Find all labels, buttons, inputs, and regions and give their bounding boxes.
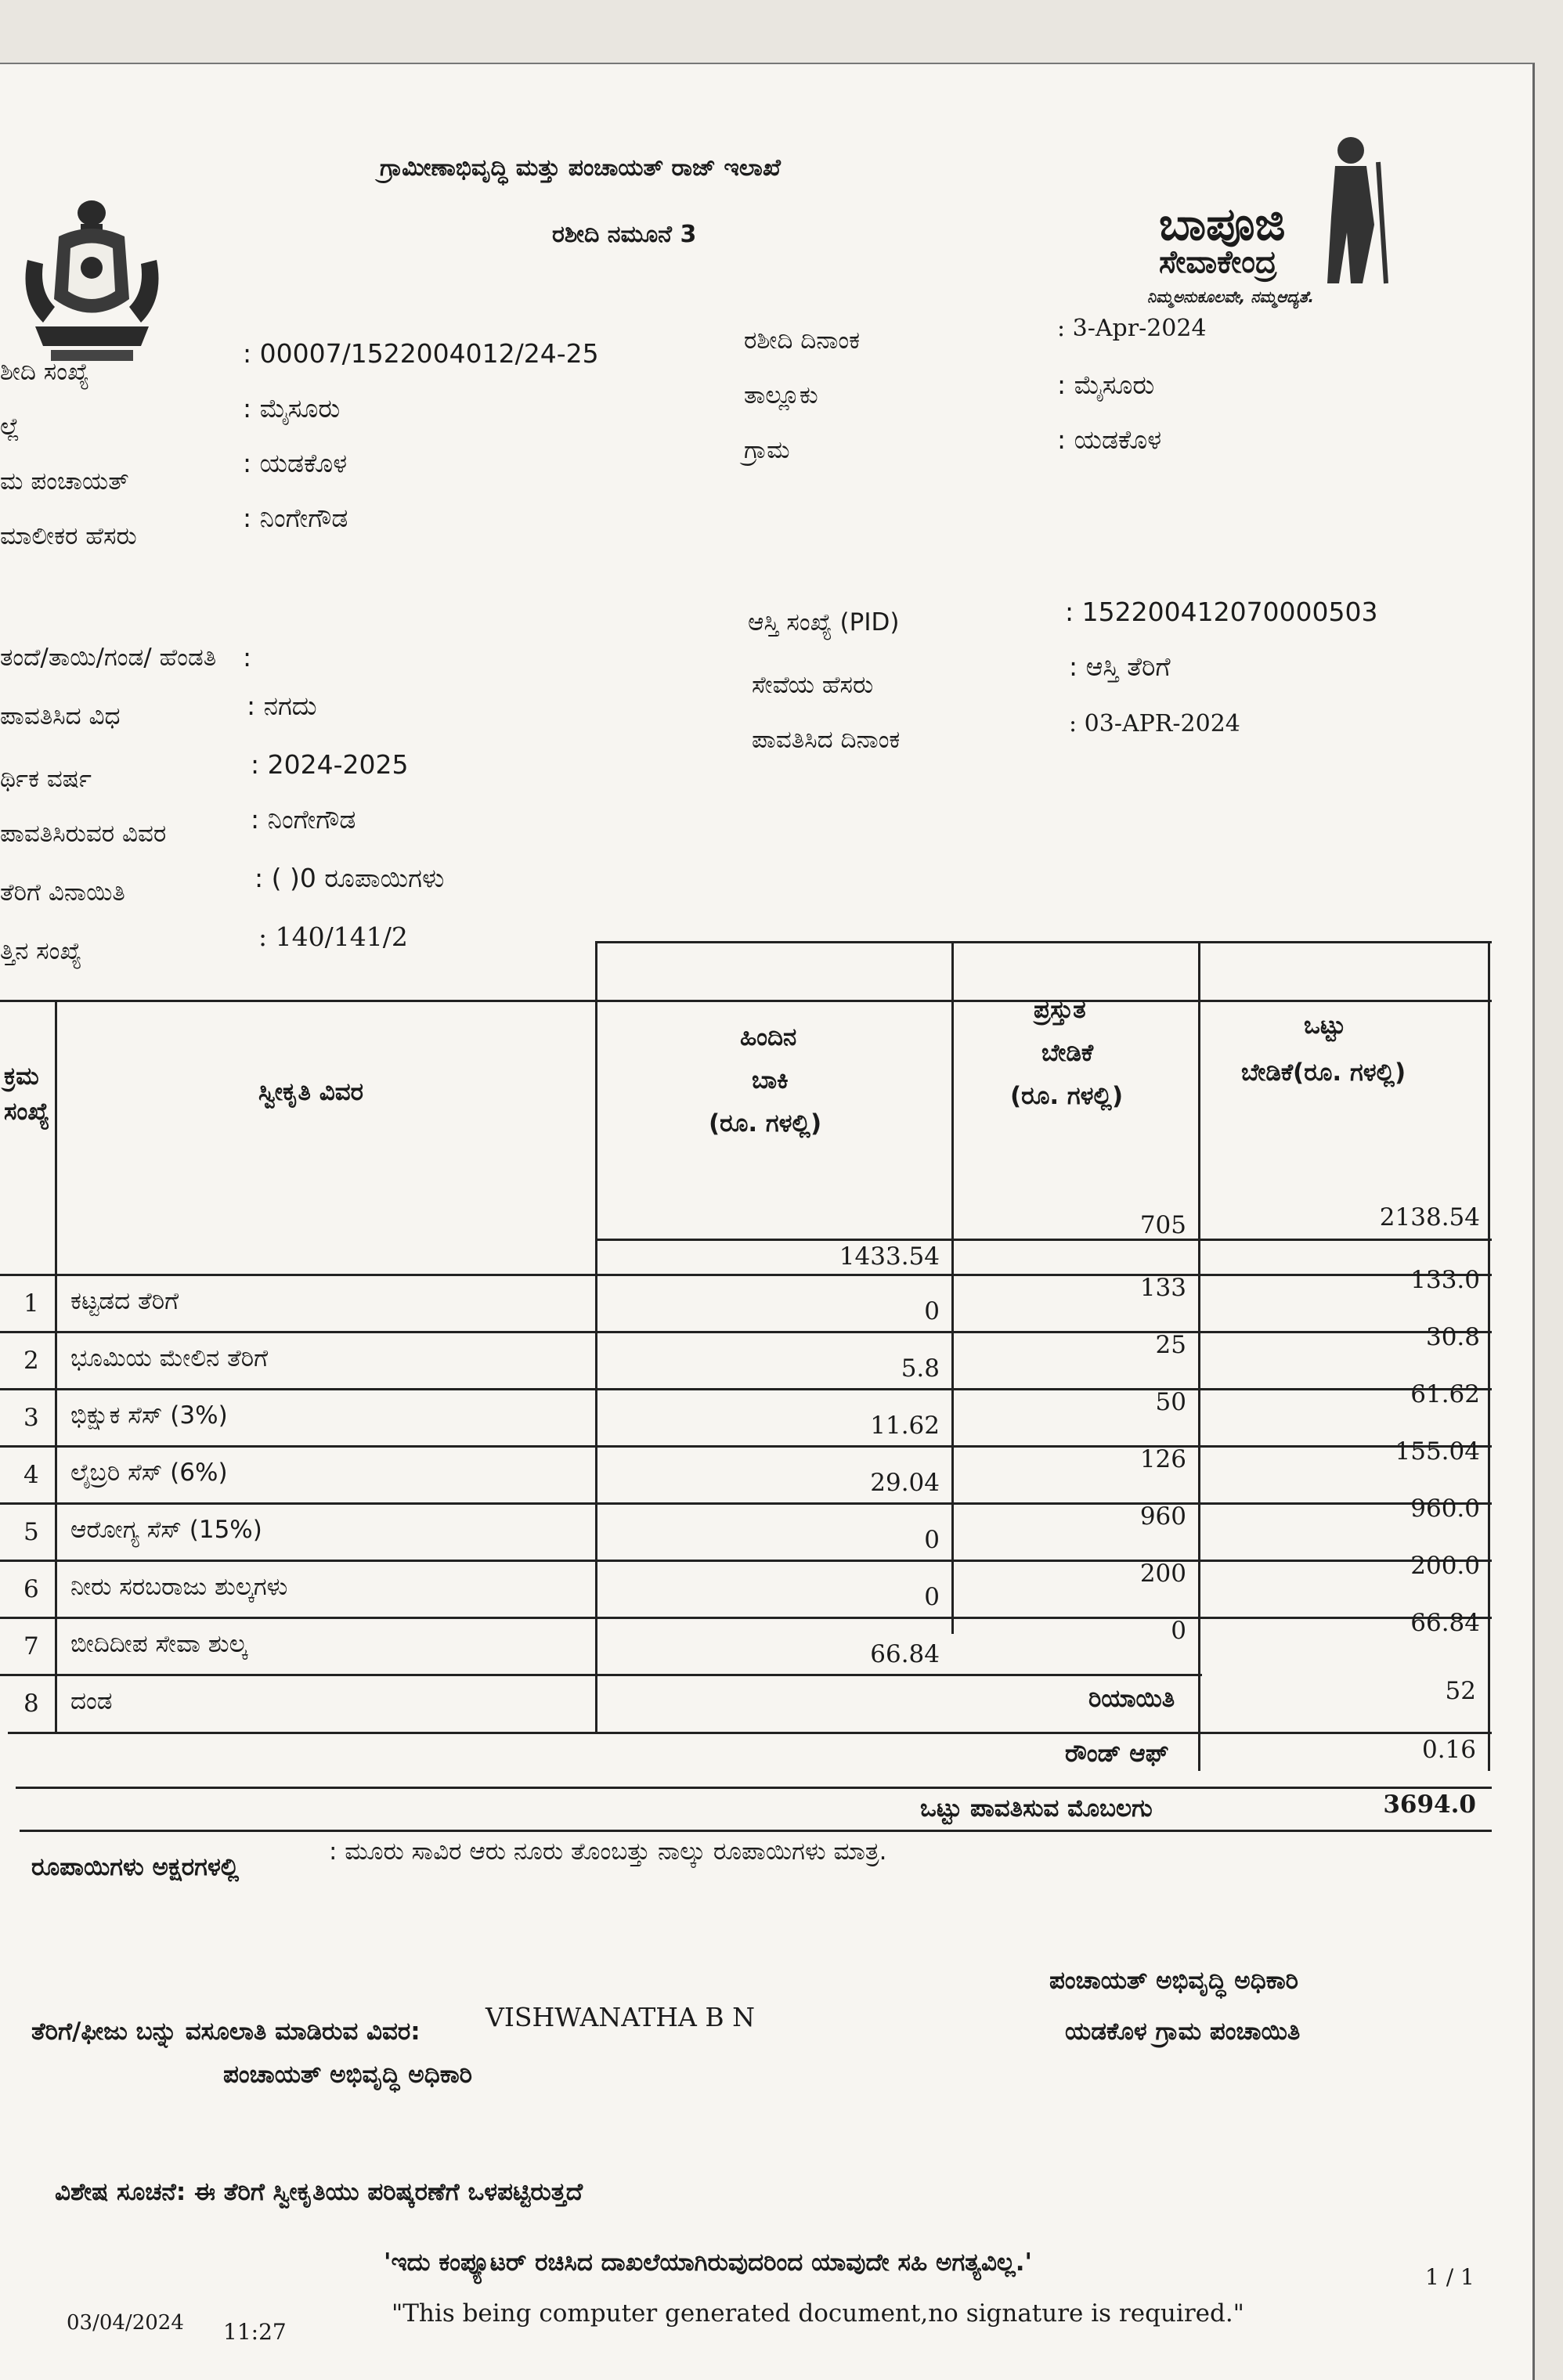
row-prev-balance: 11.62: [870, 1412, 940, 1440]
row-prev-balance: 29.04: [870, 1469, 940, 1497]
grand-total-line: [20, 1830, 1492, 1832]
panchayat-label: ಮ ಪಂಚಾಯತ್: [0, 467, 129, 496]
karnataka-emblem-icon: [12, 189, 172, 377]
row-current-demand: 50: [1155, 1388, 1186, 1416]
village-value: : ಯಡಕೊಳ: [1057, 424, 1162, 455]
roundoff-line: [16, 1787, 1492, 1789]
row-total-demand: 133.0: [1410, 1266, 1480, 1294]
tax-exemption-value: : ( )0 ರೂಪಾಯಿಗಳು: [254, 863, 445, 893]
grand-total-value: 3694.0: [1383, 1790, 1476, 1819]
village-label: ಗ್ರಾಮ: [744, 436, 790, 464]
property-number-value: : 140/141/2: [258, 921, 408, 952]
department-title: ಗ್ರಾಮೀಣಾಭಿವೃದ್ಧಿ ಮತ್ತು ಪಂಚಾಯತ್ ರಾಜ್ ಇಲಾಖೆ: [380, 154, 781, 182]
totals-curr: 705: [1139, 1211, 1186, 1239]
taluk-value: : ಮೈಸೂರು: [1057, 370, 1155, 400]
row-sl: 2: [23, 1347, 39, 1375]
col-total-border: [1198, 941, 1200, 1771]
round-off-value: 0.16: [1421, 1736, 1476, 1764]
receipt-number-label: ಶೀದಿ ಸಂಖ್ಯೆ: [0, 358, 90, 386]
col-prev-border: [595, 941, 597, 1732]
owner-name-value: : ನಿಂಗೇಗೌಡ: [243, 503, 348, 533]
row-sl: 8: [23, 1689, 39, 1718]
collector-name: VISHWANATHA B N: [486, 2002, 755, 2032]
row-current-demand: 200: [1139, 1560, 1186, 1588]
col-sl-border: [55, 1000, 57, 1732]
row-total-demand: 155.04: [1395, 1437, 1480, 1466]
payment-date-label: ಪಾವತಿಸಿದ ದಿನಾಂಕ: [752, 726, 901, 754]
row-current-demand: 133: [1139, 1274, 1186, 1302]
row-prev-balance: 0: [924, 1526, 940, 1554]
receipt-paper: [0, 63, 1535, 2380]
table-right-border: [1488, 941, 1490, 1771]
row-sl: 1: [23, 1289, 39, 1318]
receipt-date-label: ರಶೀದಿ ದಿನಾಂಕ: [744, 326, 861, 355]
receipt-table: [0, 996, 1492, 1834]
financial-year-label: ರ್ಥಿಕ ವರ್ಷ: [0, 765, 92, 793]
row-sl: 7: [23, 1632, 39, 1661]
row-prev-balance: 0: [924, 1583, 940, 1611]
header-curr-2: ಬೇಡಿಕೆ: [1041, 1039, 1094, 1067]
rebate-value: 52: [1445, 1677, 1476, 1705]
row-prev-balance: 0: [924, 1297, 940, 1325]
financial-year-value: : 2024-2025: [251, 749, 409, 780]
header-curr-1: ಪ್ರಸ್ತುತ: [1034, 996, 1086, 1024]
row-current-demand: 0: [1171, 1617, 1186, 1645]
district-label: ಲ್ಲೆ: [0, 413, 20, 441]
district-value: : ಮೈಸೂರು: [243, 393, 341, 424]
form-title: ರಶೀದಿ ನಮೂನೆ 3: [552, 221, 697, 248]
officer-office: ಯಡಕೊಳ ಗ್ರಾಮ ಪಂಚಾಯಿತಿ: [1065, 2018, 1301, 2046]
service-name-label: ಸೇವೆಯ ಹೆಸರು: [752, 671, 874, 699]
row-prev-balance: 66.84: [870, 1640, 940, 1668]
row-description: ದಂಡ: [70, 1687, 113, 1715]
special-note: ವಿಶೇಷ ಸೂಚನೆ: ಈ ತೆರಿಗೆ ಸ್ವೀಕೃತಿಯು ಪರಿಷ್ಕರಣೆಗೆ ಒಳಪಟ್ಟಿರುತ್ತದೆ: [55, 2178, 583, 2206]
grand-total-label: ಒಟ್ಟು ಪಾವತಿಸುವ ಮೊಬಲಗು: [920, 1794, 1153, 1823]
row-total-demand: 200.0: [1410, 1552, 1480, 1580]
collector-designation: ಪಂಚಾಯತ್ ಅಭಿವೃದ್ಧಿ ಅಧಿಕಾರಿ: [223, 2061, 473, 2089]
footer-date: 03/04/2024: [67, 2311, 184, 2335]
service-name-value: : ಆಸ್ತಿ ತೆರಿಗೆ: [1069, 651, 1171, 682]
row-sl: 6: [23, 1575, 39, 1603]
totals-total: 2138.54: [1379, 1203, 1480, 1231]
row-sl: 4: [23, 1461, 39, 1489]
table-row-line: [0, 1674, 1202, 1676]
relation-value: :: [243, 642, 252, 673]
rebate-label: ರಿಯಾಯಿತಿ: [1088, 1685, 1175, 1713]
row-description: ಆರೋಗ್ಯ ಸೆಸ್ (15%): [70, 1516, 262, 1544]
officer-designation: ಪಂಚಾಯತ್ ಅಭಿವೃದ್ಧಿ ಅಧಿಕಾರಿ: [1049, 1967, 1299, 1995]
amount-words-value: : ಮೂರು ಸಾವಿರ ಆರು ನೂರು ತೊಂಬತ್ತು ನಾಲ್ಕು ರೂಪಾಯಿಗಳು ಮಾತ್ರ.: [329, 1837, 887, 1866]
header-sl-2: ಸಂಖ್ಯೆ: [4, 1098, 50, 1126]
row-sl: 5: [23, 1518, 39, 1546]
relation-label: ತಂದೆ/ತಾಯಿ/ಗಂಡ/ ಹೆಂಡತಿ: [0, 644, 217, 672]
footer-note-kannada: 'ಇದು ಕಂಪ್ಯೂಟರ್ ರಚಿಸಿದ ದಾಖಲೆಯಾಗಿರುವುದರಿಂದ ಯಾವುದೇ ಸಹಿ ಅಗತ್ಯವಿಲ್ಲ.': [384, 2248, 1032, 2277]
receipt-date-value: : 3-Apr-2024: [1057, 315, 1207, 342]
row-description: ನೀರು ಸರಬರಾಜು ಶುಲ್ಕಗಳು: [70, 1573, 288, 1601]
row-current-demand: 25: [1155, 1331, 1186, 1359]
row-description: ಭೂಮಿಯ ಮೇಲಿನ ತೆರಿಗೆ: [70, 1344, 269, 1372]
table-top-border: [0, 1000, 1492, 1002]
row-total-demand: 66.84: [1410, 1609, 1480, 1637]
row-sl: 3: [23, 1404, 39, 1432]
receipt-number-value: : 00007/1522004012/24-25: [243, 338, 599, 369]
page-number: 1 / 1: [1425, 2264, 1475, 2290]
header-total-2: ಬೇಡಿಕೆ(ರೂ. ಗಳಲ್ಲಿ): [1241, 1058, 1406, 1087]
row-current-demand: 126: [1139, 1445, 1186, 1473]
header-desc: ಸ್ವೀಕೃತಿ ವಿವರ: [258, 1078, 364, 1106]
footer-time: 11:27: [223, 2319, 287, 2345]
pid-label: ಆಸ್ತಿ ಸಂಖ್ಯೆ (PID): [748, 608, 900, 636]
table-top-border-right: [595, 941, 1492, 943]
row-current-demand: 960: [1139, 1502, 1186, 1531]
property-number-label: ತ್ತಿನ ಸಂಖ್ಯೆ: [0, 937, 82, 965]
owner-name-label: ಮಾಲೀಕರ ಹೆಸರು: [0, 522, 137, 550]
footer-note-english: "This being computer generated document,no signature is required.": [392, 2299, 1244, 2328]
panchayat-value: : ಯಡಕೊಳ: [243, 448, 348, 478]
row-description: ಭಿಕ್ಷುಕ ಸೆಸ್ (3%): [70, 1401, 228, 1430]
header-sl-1: ಕ್ರಮ: [4, 1062, 39, 1091]
pid-value: : 152200412070000503: [1065, 597, 1378, 627]
taluk-label: ತಾಲ್ಲೂಕು: [744, 381, 818, 409]
amount-words-label: ರೂಪಾಯಿಗಳು ಅಕ್ಷರಗಳಲ್ಲಿ: [31, 1853, 240, 1881]
payment-date-value: : 03-APR-2024: [1069, 710, 1240, 737]
row-prev-balance: 5.8: [901, 1354, 940, 1383]
tax-exemption-label: ತೆರಿಗೆ ವಿನಾಯಿತಿ: [0, 878, 125, 907]
collector-label: ತೆರಿಗೆ/ಫೀಜು ಬನ್ನು ವಸೂಲಾತಿ ಮಾಡಿರುವ ವಿವರ:: [31, 2018, 421, 2046]
totals-prev: 1433.54: [839, 1242, 940, 1271]
gandhi-figure-icon: [1308, 131, 1394, 287]
row-total-demand: 960.0: [1410, 1495, 1480, 1523]
header-total-1: ಒಟ್ಟು: [1304, 1012, 1346, 1040]
payment-mode-value: : ನಗದು: [247, 691, 317, 721]
row-description: ಲೈಬ್ರರಿ ಸೆಸ್ (6%): [70, 1459, 228, 1487]
row-description: ಕಟ್ಟಡದ ತೆರಿಗೆ: [70, 1287, 179, 1315]
header-prev-3: (ರೂ. ಗಳಲ್ಲಿ): [709, 1109, 822, 1138]
col-curr-border: [951, 941, 954, 1634]
row-description: ಬೀದಿದೀಪ ಸೇವಾ ಶುಲ್ಕ: [70, 1630, 247, 1658]
header-prev-1: ಹಿಂದಿನ: [740, 1023, 797, 1051]
payment-mode-label: ಪಾವತಿಸಿದ ವಿಧ: [0, 702, 121, 730]
bapuji-logo-tagline: ನಿಮ್ಮಅನುಕೂಲವೇ, ನಮ್ಮಆದ್ಯತೆ.: [1147, 287, 1314, 306]
rebate-line: [8, 1732, 1492, 1734]
bapuji-logo-title: ಬಾಪೂಜಿ: [1159, 197, 1286, 251]
round-off-label: ರೌಂಡ್ ಆಫ್: [1065, 1740, 1169, 1768]
header-curr-3: (ರೂ. ಗಳಲ್ಲಿ): [1010, 1082, 1124, 1110]
row-total-demand: 30.8: [1425, 1323, 1480, 1351]
header-prev-2: ಬಾಕಿ: [752, 1066, 789, 1094]
payer-details-value: : ನಿಂಗೇಗೌಡ: [251, 804, 356, 835]
bapuji-logo-subtitle: ಸೇವಾಕೇಂದ್ರ: [1159, 244, 1277, 280]
row-total-demand: 61.62: [1410, 1380, 1480, 1408]
payer-details-label: ಪಾವತಿಸಿರುವರ ವಿವರ: [0, 820, 167, 848]
